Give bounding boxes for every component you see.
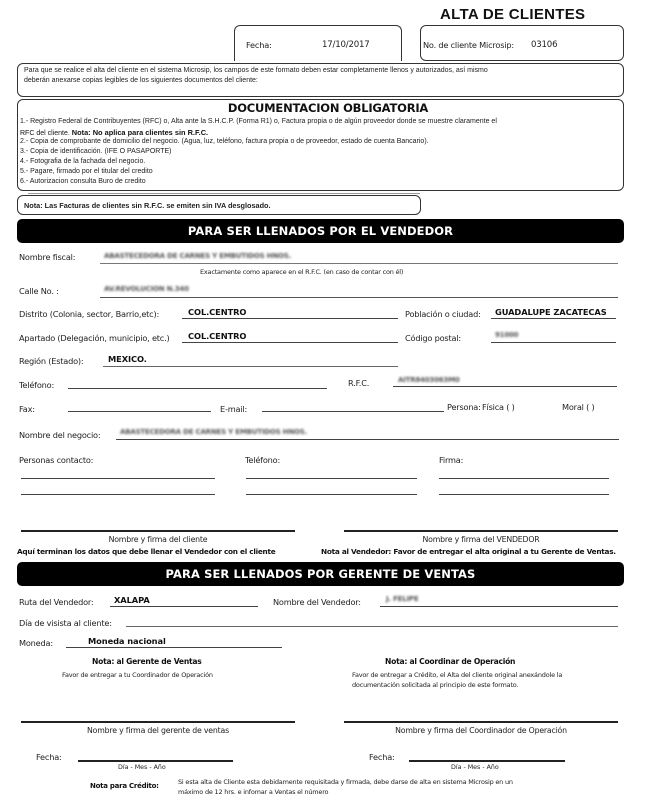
- intro-text-line1: Para que se realice el alta del cliente en el sistema Microsip, los campos de este formato deben estar completamente llenos y autorizados, así mismo: [24, 67, 488, 74]
- nota-vendedor: Nota al Vendedor: Favor de entregar el alta original a tu Gerente de Ventas.: [321, 547, 616, 556]
- doc-item-5: 5.- Pagare, firmado por el titular del credito: [20, 168, 153, 175]
- fecha-gerente-label: Fecha:: [36, 752, 62, 762]
- contacto-2-name-field[interactable]: [21, 494, 215, 495]
- nota-gerente-title: Nota: al Gerente de Ventas: [92, 657, 202, 666]
- fecha-gerente-hint: Día - Mes - Año: [118, 764, 166, 771]
- intro-text-line2: deberán anexarse copias legibles de los siguientes documentos del cliente:: [24, 77, 258, 84]
- negocio-field[interactable]: [116, 439, 619, 440]
- poblacion-value[interactable]: GUADALUPE ZACATECAS: [495, 307, 607, 317]
- persona-moral-checkbox[interactable]: Moral ( ): [562, 402, 595, 412]
- contacto-firma-label: Firma:: [439, 455, 464, 465]
- fecha-label: Fecha:: [246, 40, 272, 50]
- region-label: Región (Estado):: [19, 356, 84, 366]
- nombre-fiscal-value[interactable]: ABASTECEDORA DE CARNES Y EMBUTIDOS HNOS.: [104, 252, 292, 260]
- moneda-field[interactable]: [66, 647, 282, 648]
- cliente-label: No. de cliente Microsip:: [423, 40, 514, 50]
- email-label: E-mail:: [220, 404, 248, 414]
- fin-cliente-note: Aquí terminan los datos que debe llenar el Vendedor con el cliente: [17, 547, 276, 556]
- page-title: ALTA DE CLIENTES: [440, 6, 586, 23]
- email-field[interactable]: [262, 411, 444, 412]
- nombre-vendedor-value[interactable]: J. FELIPE: [386, 595, 419, 603]
- contacto-2-firma-field[interactable]: [439, 494, 609, 495]
- apartado-field[interactable]: [182, 342, 398, 343]
- negocio-label: Nombre del negocio:: [19, 430, 101, 440]
- firma-vendedor-line[interactable]: [344, 530, 618, 532]
- poblacion-field[interactable]: [491, 318, 616, 319]
- nota-coord-line1: Favor de entregar a Crédito, el Alta del cliente original anexándole la: [352, 671, 563, 679]
- distrito-label: Distrito (Colonia, sector, Barrio,etc):: [19, 309, 160, 319]
- nombre-fiscal-label: Nombre fiscal:: [19, 252, 76, 262]
- region-field[interactable]: [103, 366, 398, 367]
- rfc-field[interactable]: [393, 386, 617, 387]
- firma-coord-caption: Nombre y firma del Coordinador de Operación: [395, 726, 567, 735]
- nombre-fiscal-hint: Exactamente como aparece en el R.F.C. (en caso de contar con él): [200, 268, 404, 276]
- contacto-1-telefono-field[interactable]: [246, 478, 417, 479]
- codigo-postal-field[interactable]: [491, 342, 616, 343]
- nota-coord-line2: documentación solicitada al principio de este formato.: [352, 681, 519, 689]
- ruta-value[interactable]: XALAPA: [114, 595, 150, 605]
- calle-field[interactable]: [100, 297, 618, 298]
- poblacion-label: Población o ciudad:: [405, 309, 481, 319]
- firma-coord-line[interactable]: [344, 721, 618, 723]
- persona-label: Persona:: [447, 402, 481, 412]
- cliente-value: 03106: [531, 40, 558, 50]
- moneda-value[interactable]: Moneda nacional: [88, 636, 166, 646]
- firma-cliente-caption: Nombre y firma del cliente: [108, 535, 208, 544]
- nota-credito-label: Nota para Crédito:: [90, 782, 159, 790]
- distrito-field[interactable]: [182, 318, 398, 319]
- firma-vendedor-caption: Nombre y firma del VENDEDOR: [422, 535, 540, 544]
- divider: [28, 193, 420, 194]
- telefono-field[interactable]: [68, 388, 327, 389]
- dia-visita-label: Día de visista al cliente:: [19, 618, 112, 628]
- codigo-postal-value[interactable]: 91000: [495, 331, 519, 339]
- persona-fisica-checkbox[interactable]: Física ( ): [482, 402, 515, 412]
- distrito-value[interactable]: COL.CENTRO: [188, 307, 247, 317]
- doc-item-2: 2.- Copia de comprobante de domicilio del negocio. (Agua, luz, teléfono, factura propia o de proveedor, estado de cuenta Bancario).: [20, 138, 429, 145]
- codigo-postal-label: Código postal:: [405, 333, 461, 343]
- telefono-label: Teléfono:: [19, 380, 55, 390]
- ruta-label: Ruta del Vendedor:: [19, 597, 94, 607]
- nota-credito-line2: máximo de 12 hrs. e infomar a Ventas el número: [178, 788, 329, 796]
- contacto-1-firma-field[interactable]: [439, 478, 609, 479]
- fecha-coord-label: Fecha:: [369, 752, 395, 762]
- doc-item-6: 6.- Autorizacion consulta Buro de credito: [20, 178, 146, 185]
- documentacion-title: DOCUMENTACION OBLIGATORIA: [227, 101, 429, 115]
- doc-item-1-line1: 1.- Registro Federal de Contribuyentes (RFC) o, Alta ante la S.H.C.P. (Forma R1) o, Factura propia o de algún proveedor donde se muestre claramente el: [20, 118, 497, 125]
- fecha-value: 17/10/2017: [322, 40, 370, 50]
- firma-cliente-line[interactable]: [21, 530, 295, 532]
- ruta-field[interactable]: [110, 606, 258, 607]
- contacto-telefono-label: Teléfono:: [245, 455, 281, 465]
- region-value[interactable]: MEXICO.: [108, 354, 147, 364]
- calle-label: Calle No. :: [19, 286, 59, 296]
- negocio-value[interactable]: ABASTECEDORA DE CARNES Y EMBUTIDOS HNOS.: [120, 428, 308, 436]
- calle-value[interactable]: AV.REVOLUCION N.340: [104, 285, 189, 293]
- section-bar-gerente: PARA SER LLENADOS POR GERENTE DE VENTAS: [17, 562, 624, 586]
- fecha-coord-hint: Día - Mes - Año: [451, 764, 499, 771]
- fecha-gerente-field[interactable]: [78, 760, 233, 762]
- nombre-vendedor-label: Nombre del Vendedor:: [273, 597, 361, 607]
- doc-item-3: 3.- Copia de identificación. (IFE O PASAPORTE): [20, 148, 172, 155]
- fax-label: Fax:: [19, 404, 35, 414]
- nombre-vendedor-field[interactable]: [380, 606, 618, 607]
- rfc-value[interactable]: AITR8403063M0: [398, 376, 460, 384]
- apartado-value[interactable]: COL.CENTRO: [188, 331, 247, 341]
- doc-item-1-line2: [20, 128, 208, 137]
- doc-item-1-rfc: RFC del cliente.: [20, 130, 70, 137]
- rfc-label: R.F.C.: [348, 378, 370, 388]
- nota-coord-title: Nota: al Coordinar de Operación: [385, 657, 516, 666]
- firma-gerente-caption: Nombre y firma del gerente de ventas: [87, 726, 229, 735]
- section-bar-vendedor: PARA SER LLENADOS POR EL VENDEDOR: [17, 219, 624, 243]
- nota-gerente-text: Favor de entregar a tu Coordinador de Operación: [62, 671, 213, 679]
- contacto-label: Personas contacto:: [19, 455, 94, 465]
- nota-iva: Nota: Las Facturas de clientes sin R.F.C. se emiten sin IVA desglosado.: [24, 201, 271, 210]
- dia-visita-field[interactable]: [126, 626, 618, 627]
- doc-item-1-note: Nota: No aplica para clientes sin R.F.C.: [71, 128, 209, 137]
- nombre-fiscal-field[interactable]: [100, 263, 618, 264]
- fecha-coord-field[interactable]: [409, 760, 565, 762]
- doc-item-4: 4.- Fotografia de la fachada del negocio.: [20, 158, 146, 165]
- apartado-label: Apartado (Delegación, municipio, etc.): [19, 333, 170, 343]
- contacto-2-telefono-field[interactable]: [246, 494, 417, 495]
- contacto-1-name-field[interactable]: [21, 478, 215, 479]
- fax-field[interactable]: [68, 411, 211, 412]
- firma-gerente-line[interactable]: [21, 721, 295, 723]
- moneda-label: Moneda:: [19, 638, 53, 648]
- nota-credito-line1: Si esta alta de Cliente esta debidamente requisitada y firmada, debe darse de alta en sistema Microsip en un: [178, 778, 513, 786]
